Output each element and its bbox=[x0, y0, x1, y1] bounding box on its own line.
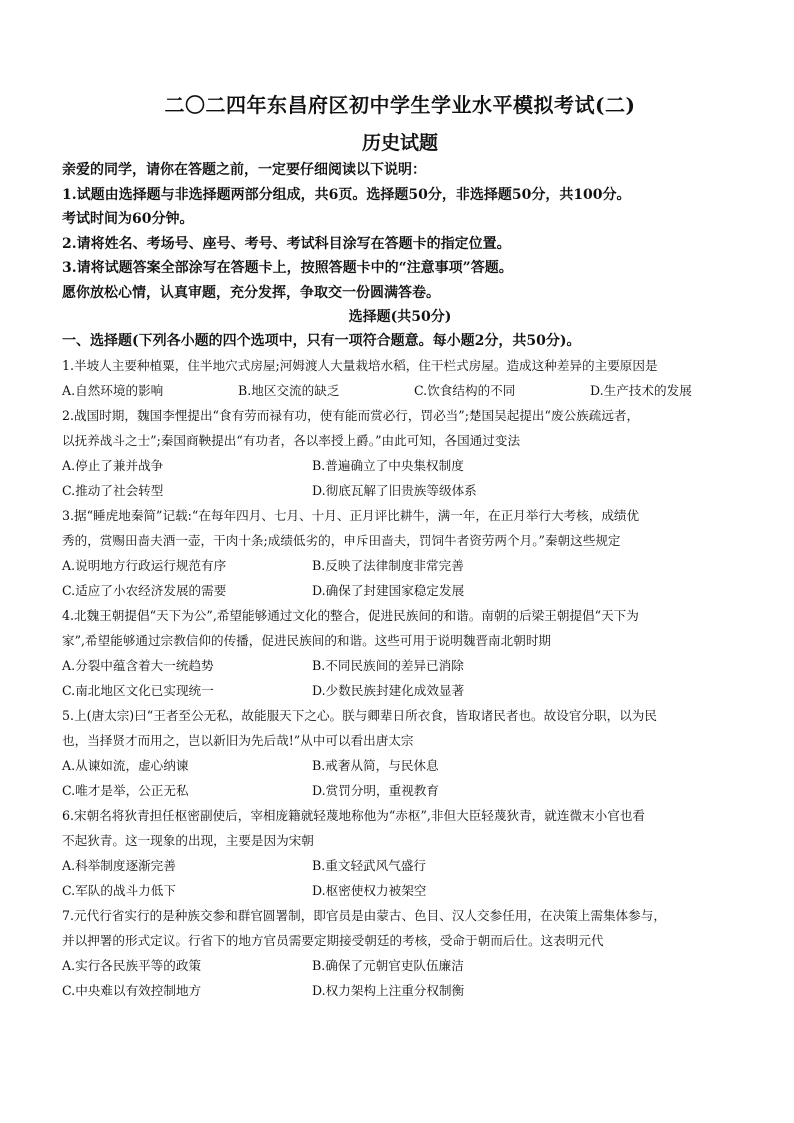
question-options bbox=[62, 853, 738, 903]
instructions bbox=[62, 158, 738, 305]
option-a: A.从谏如流，虚心纳谏 bbox=[62, 758, 189, 773]
instruction-line: 亲爱的同学，请你在答题之前，一定要仔细阅读以下说明： bbox=[62, 162, 426, 178]
question-6 bbox=[62, 803, 738, 903]
option-d: D.彻底瓦解了旧贵族等级体系 bbox=[312, 483, 477, 498]
question-options bbox=[62, 453, 738, 503]
option-c: C.适应了小农经济发展的需要 bbox=[62, 583, 227, 598]
question-5 bbox=[62, 703, 738, 803]
option-a: A.科举制度逐渐完善 bbox=[62, 858, 176, 873]
instruction-line: 1.试题由选择题与非选择题两部分组成，共6页。选择题50分，非选择题50分，共100分。 bbox=[62, 186, 631, 203]
question-2 bbox=[62, 403, 738, 503]
question-stem: 以抚养战斗之士”;秦国商鞅提出“有功者，各以率授上爵。”由此可知，各国通过变法 bbox=[62, 433, 521, 448]
question-stem: 并以押署的形式定议。行省下的地方官员需要定期接受朝廷的考核，受命于朝而后仕。这表明元代 bbox=[62, 933, 604, 948]
question-7 bbox=[62, 903, 738, 1003]
option-b: B.确保了元朝官吏队伍廉洁 bbox=[312, 958, 464, 973]
option-c: C.推动了社会转型 bbox=[62, 483, 164, 498]
instruction-line: 考试时间为60分钟。 bbox=[62, 211, 194, 227]
option-b: B.地区交流的缺乏 bbox=[238, 383, 340, 398]
question-options bbox=[62, 653, 738, 703]
option-c: C.饮食结构的不同 bbox=[414, 383, 516, 398]
option-d: D.确保了封建国家稳定发展 bbox=[312, 583, 465, 598]
question-stem: 4.北魏王朝提倡“天下为公”,希望能够通过文化的整合，促进民族间的和谐。南朝的后梁王朝提倡“天下为 bbox=[62, 608, 639, 623]
option-a: A.自然环境的影响 bbox=[62, 383, 164, 398]
question-1 bbox=[62, 353, 738, 403]
subject-title: 历史试题 bbox=[361, 132, 438, 154]
option-d: D.少数民族封建化成效显著 bbox=[312, 683, 465, 698]
question-stem: 7.元代行省实行的是种族交参和群官圆署制，即官员是由蒙古、色目、汉人交参任用，在决策上需集体参与， bbox=[62, 908, 666, 923]
question-stem: 5.上(唐太宗)曰“王者至公无私，故能服天下之心。朕与卿辈日所衣食，皆取诸民者也。故设官分职，以为民 bbox=[62, 708, 657, 723]
question-options bbox=[62, 378, 738, 403]
option-d: D.赏罚分明，重视教育 bbox=[312, 783, 439, 798]
question-stem: 6.宋朝名将狄青担任枢密副使后，宰相庞籍就轻蔑地称他为“赤枢”,非但大臣轻蔑狄青，就连微末小官也看 bbox=[62, 808, 646, 823]
question-stem: 也，当择贤才而用之，岂以新旧为先后哉!”从中可以看出唐太宗 bbox=[62, 733, 414, 748]
question-stem: 秀的，赏赐田啬夫酒一壶，干肉十条;成绩低劣的，申斥田啬夫，罚饲牛者资劳两个月。”秦朝这些规定 bbox=[62, 533, 621, 548]
option-b: B.重文轻武风气盛行 bbox=[312, 858, 427, 873]
instruction-line: 3.请将试题答案全部涂写在答题卡上，按照答题卡中的“注意事项”答题。 bbox=[62, 260, 513, 276]
option-a: A.停止了兼并战争 bbox=[62, 458, 164, 473]
question-options bbox=[62, 953, 738, 1003]
option-c: C.南北地区文化已实现统一 bbox=[62, 683, 214, 698]
question-stem: 1.半坡人主要种植粟，住半地穴式房屋;河姆渡人大量栽培水稻，住干栏式房屋。造成这种差异的主要原因是 bbox=[62, 358, 658, 373]
question-options bbox=[62, 553, 738, 603]
option-a: A.说明地方行政运行规范有序 bbox=[62, 558, 227, 573]
exam-page bbox=[62, 88, 738, 1003]
option-d: D.生产技术的发展 bbox=[590, 383, 692, 398]
option-b: B.普遍确立了中央集权制度 bbox=[312, 458, 464, 473]
option-d: D.枢密使权力被架空 bbox=[312, 883, 427, 898]
option-c: C.唯才是举，公正无私 bbox=[62, 783, 189, 798]
option-d: D.权力架构上注重分权制衡 bbox=[312, 983, 465, 998]
question-options bbox=[62, 753, 738, 803]
question-stem: 家”,希望能够通过宗教信仰的传播，促进民族间的和谐。这些可用于说明魏晋南北朝时期 bbox=[62, 633, 552, 648]
exam-title: 二〇二四年东昌府区初中学生学业水平模拟考试(二) bbox=[164, 93, 636, 117]
question-stem: 2.战国时期，魏国李悝提出“食有劳而禄有功，使有能而赏必行，罚必当”;楚国吴起提出“废公族疏远者， bbox=[62, 408, 640, 423]
instruction-line: 2.请将姓名、考场号、座号、考号、考试科目涂写在答题卡的指定位置。 bbox=[62, 235, 511, 252]
question-3 bbox=[62, 503, 738, 603]
option-c: C.中央难以有效控制地方 bbox=[62, 983, 202, 998]
option-b: B.戒奢从简，与民休息 bbox=[312, 758, 439, 773]
option-a: A.分裂中蕴含着大一统趋势 bbox=[62, 658, 214, 673]
question-stem: 3.据“睡虎地秦简”记载:“在每年四月、七月、十月、正月评比耕牛，满一年，在正月举行大考核，成绩优 bbox=[62, 508, 640, 523]
question-stem: 不起狄青。这一现象的出现，主要是因为宋朝 bbox=[62, 833, 314, 848]
option-b: B.反映了法律制度非常完善 bbox=[312, 558, 464, 573]
part-title: 一、选择题(下列各小题的四个选项中，只有一项符合题意。每小题2分，共50分)。 bbox=[62, 333, 581, 349]
option-c: C.军队的战斗力低下 bbox=[62, 883, 176, 898]
section-title: 选择题(共50分) bbox=[348, 309, 452, 325]
instruction-line: 愿你放松心情，认真审题，充分发挥，争取交一份圆满答卷。 bbox=[62, 284, 440, 301]
option-b: B.不同民族间的差异已消除 bbox=[312, 658, 464, 673]
question-4 bbox=[62, 603, 738, 703]
option-a: A.实行各民族平等的政策 bbox=[62, 958, 202, 973]
